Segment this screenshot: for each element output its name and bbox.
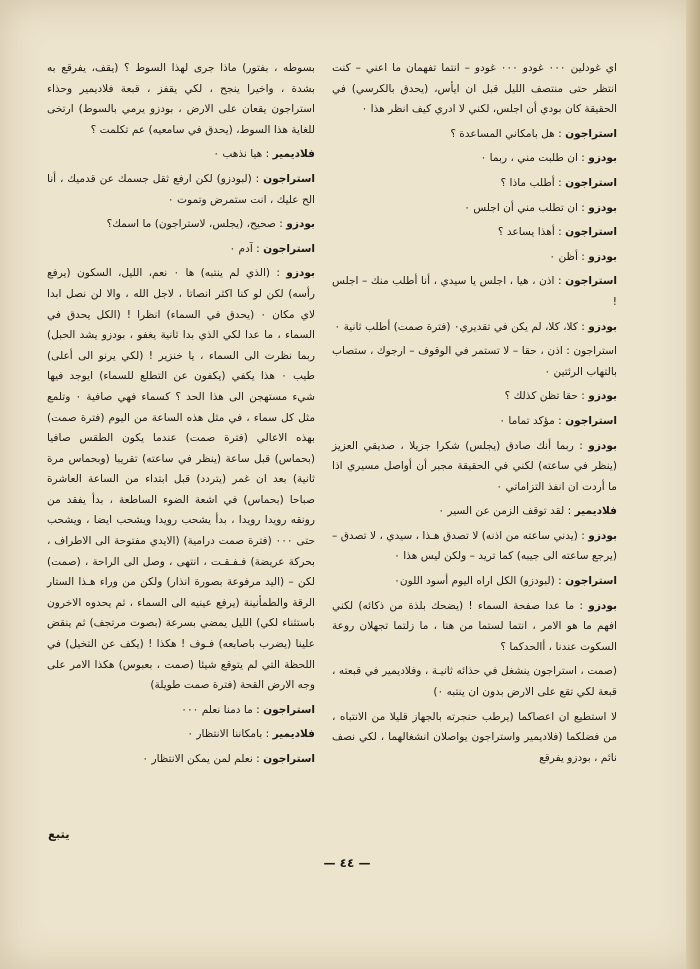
speaker-name: استراجون [565,275,617,288]
speaker-name: استراجون [263,753,315,765]
dialogue-line [332,173,617,194]
speaker-name: فلاديمير [272,148,315,161]
dialogue-line [332,317,617,338]
line-text: : صحيح، (يجلس، لاستراجون) ما اسمك؟ [106,218,283,231]
line-text: : (لبودزو) الكل اراه اليوم أسود اللون٠ [394,575,562,588]
speaker-name: بودزو [588,152,617,165]
dialogue-line [332,271,617,312]
dialogue-line [47,263,315,695]
paragraph [47,58,315,140]
line-text: لا استطيع ان اعصاكما (يرطب حنجرته بالجهاز قليلا من الانتباه ، من فضلكما (فلاديمير واستراجون يواصلان انشغالهما ، لكي نصف نائم ، بودزو يفرقع [332,710,617,764]
paragraph [332,661,617,702]
line-text: : اذن ، هيا ، اجلس يا سيدي ، أنا أطلب منك – اجلس ! [332,275,617,308]
paragraph [332,707,617,769]
dialogue-line [332,247,617,268]
line-text: : أهذا يساعد ؟ [497,226,562,239]
line-text: : هل بامكاني المساعدة ؟ [450,127,562,140]
dialogue-line [332,222,617,243]
right-column [332,58,617,772]
speaker-name: بودزو [588,439,617,452]
speaker-name: استراجون [565,226,617,239]
speaker-name: بودزو [588,390,617,403]
dialogue-line [332,571,617,592]
dialogue-line [47,239,315,260]
dialogue-line [47,214,315,235]
line-text: بسوطه ، بفتور) ماذا جرى لهذا السوط ؟ (يقف، يفرقع به بشدة ، واخيرا ينجح ، لكي يقفز ، قبعة فلاديمير وحذاء استراجون يقعان على الارض ، بودزو يرمي بالسوط) ارتخى للغاية هذا السوط، (يحدق في سامعيه) عم تكلمت ؟ [47,62,315,136]
line-text: : نعلم لمن يمكن الانتظار ٠ [142,753,260,765]
line-text: : (لبودزو) لكن ارفع ثقل جسمك عن قدميك ، أنا الح عليك ، انت ستمرض وتموت ٠ [47,172,315,206]
speaker-name: بودزو [588,201,617,214]
dialogue-line [332,411,617,432]
dialogue-line [332,596,617,658]
dialogue-line [332,198,617,219]
line-text: : أظن ٠ [549,250,585,263]
line-text: : (يدني ساعته من اذنه) لا تصدق هـذا ، سيدي ، لا تصدق – (يرجع ساعته الى جيبه) كما تريد – ولكن ليس هذا ٠ [332,529,617,563]
speaker-name: فلاديمير [272,728,315,741]
line-text: : حقا تظن كذلك ؟ [504,390,585,403]
line-text: : مؤكد تماما ٠ [499,414,562,427]
speaker-name: بودزو [286,218,315,231]
speaker-name: استراجون [565,127,617,140]
line-text: : آدم ٠ [229,242,260,255]
page-number: — ٤٤ — [323,856,371,870]
speaker-name: استراجون [263,242,315,255]
dialogue-line [47,749,315,770]
line-text: : أطلب ماذا ؟ [500,176,562,189]
speaker-name: استراجون [263,172,316,185]
dialogue-line [332,386,617,407]
continued-label: يتبع [48,827,70,841]
paragraph [332,341,617,382]
line-text: : ما دمنا نعلم ٠٠٠ [181,703,260,716]
dialogue-line [47,700,315,721]
line-text: : ان تطلب مني أن اجلس ٠ [464,201,585,214]
dialogue-line [332,501,617,522]
dialogue-line [332,436,617,498]
dialogue-line [332,526,617,567]
speaker-name: بودزو [588,250,617,263]
line-text: : بامكاننا الانتظار ٠ [187,728,270,741]
left-column [47,58,315,774]
dialogue-line [332,148,617,169]
speaker-name: بودزو [588,529,617,542]
line-text: اي غودلين ٠٠٠ غودو ٠٠٠ غودو – انتما تفهمان ما اعني – كنت انتظر حتى منتصف الليل قبل ان ايأس، (يحدق بالكرسي) في الحقيقة كان بودي أن اجلس، لكني لا ادري كيف انظر هذا ٠ [332,62,617,116]
speaker-name: استراجون [565,575,617,588]
line-text: : هيا نذهب ٠ [213,148,270,161]
line-text: (صمت ، استراجون ينشغل في حذائه ثانيـة ، وفلاديمير في قبعته ، قبعة لكي تقع على الارض بدون ان ينتبه ٠) [332,665,617,699]
speaker-name: استراجون [565,176,617,189]
line-text: : ان طلبت مني ، ربما ٠ [480,152,585,165]
speaker-name: فلاديمير [574,505,617,518]
speaker-name: بودزو [588,599,617,612]
speaker-name: بودزو [286,267,315,280]
line-text: استراجون : اذن ، حقا – لا تستمر في الوقوف – ارجوك ، ستصاب بالتهاب الرئتين ٠ [332,345,617,378]
book-spine-edge [686,0,700,969]
dialogue-line [47,169,315,210]
line-text: : لقد توقف الزمن عن السير ٠ [438,505,572,518]
dialogue-line [332,124,617,145]
speaker-name: استراجون [263,703,315,716]
line-text: : ما عدا صفحة السماء ! (يضحك بلذة من ذكائه) لكني افهم ما هو الامر ، انتما لستما من هنا ، ما زلتما تجهلان روعة السكوت عندنا ، أالحدكما ؟ [332,599,617,653]
line-text: : ربما أنك صادق (يجلس) شكرا جزيلا ، صديقي العزيز (ينظر في ساعته) لكني في الحقيقة مجبر أن أواصل مسيري اذا ما أردت ان انفذ التزاماتي ٠ [332,439,617,493]
paragraph [332,58,617,120]
dialogue-line [47,724,315,745]
speaker-name: استراجون [565,414,617,427]
dialogue-line [47,144,315,165]
line-text: : (الذي لم ينتبه) ها ٠ نعم، الليل، السكون (يرفع رأسه) لكن لو كنا اكثر انصاتا ، لاجل الله ، والا لن نصل ابدا لاي مكان ٠ (يحدق في السماء) انظرا ! (الكل يحدق في السماء ، ما عدا لكي الذي بدا ثانية يغفو ، بودزو يشد الحبل) ربما نظرت الى السماء ، يا خنزير ! (لكي يرنو الى أعلى) طيب ٠ هذا يكفي (يكفون عن التطلع للسماء) ايوجد فيها شيء مستهجن الى هذا الحد ؟ كسماء فهي صافية ٠ وتلمع مثل كل سماء ، في مثل هذه الساعة من اليوم (فترة صمت) بهذه الاعالي (فترة صمت) عندما يكون الطقس صافيا (بحماس) قبل ساعة (ينظر في ساعته) تقريبا (وبحماس مرة ثانية) بعد ان غمر (يتردد) قبل ابتداء من الساعة العاشرة صباحا (بحماس) في اشعة الضوء الساطعة ، بدأ يفقد من رونقه رويدا رويدا ، بدأ يشحب رويدا ويشحب ايضا ، ويشحب حتى ٠٠٠ (فترة صمت درامية) (الايدي مفتوحة الى الاطراف ، بحركة عريضة) فـفـقـت ، انتهى ، وصل الى الراحة ، (صمت) لكن – (اليد مرفوعة بصورة انذار) ولكن من وراء هـذا الستار الرقة والطمأنينة (يرفع عينيه الى السماء ، ثم يحدوه الاخرون باستثناء لكي) الليل يمضي بسرعة (بصوت مرتجف) ثم ينقض علينا (يضرب باصابعه) فـوف ! هكذا ! (يكف عن التخيل) في اللحظة التي لم يتوقع شيئا (صمت ، بعبوس) هكذا الامر على وجه الارض القحة (فترة صمت طويلة) [47,267,316,692]
speaker-name: بودزو [588,320,617,333]
line-text: : كلا، كلا، لم يكن في تقديري٠ (فترة صمت) أطلب ثانية ٠ [334,320,585,333]
